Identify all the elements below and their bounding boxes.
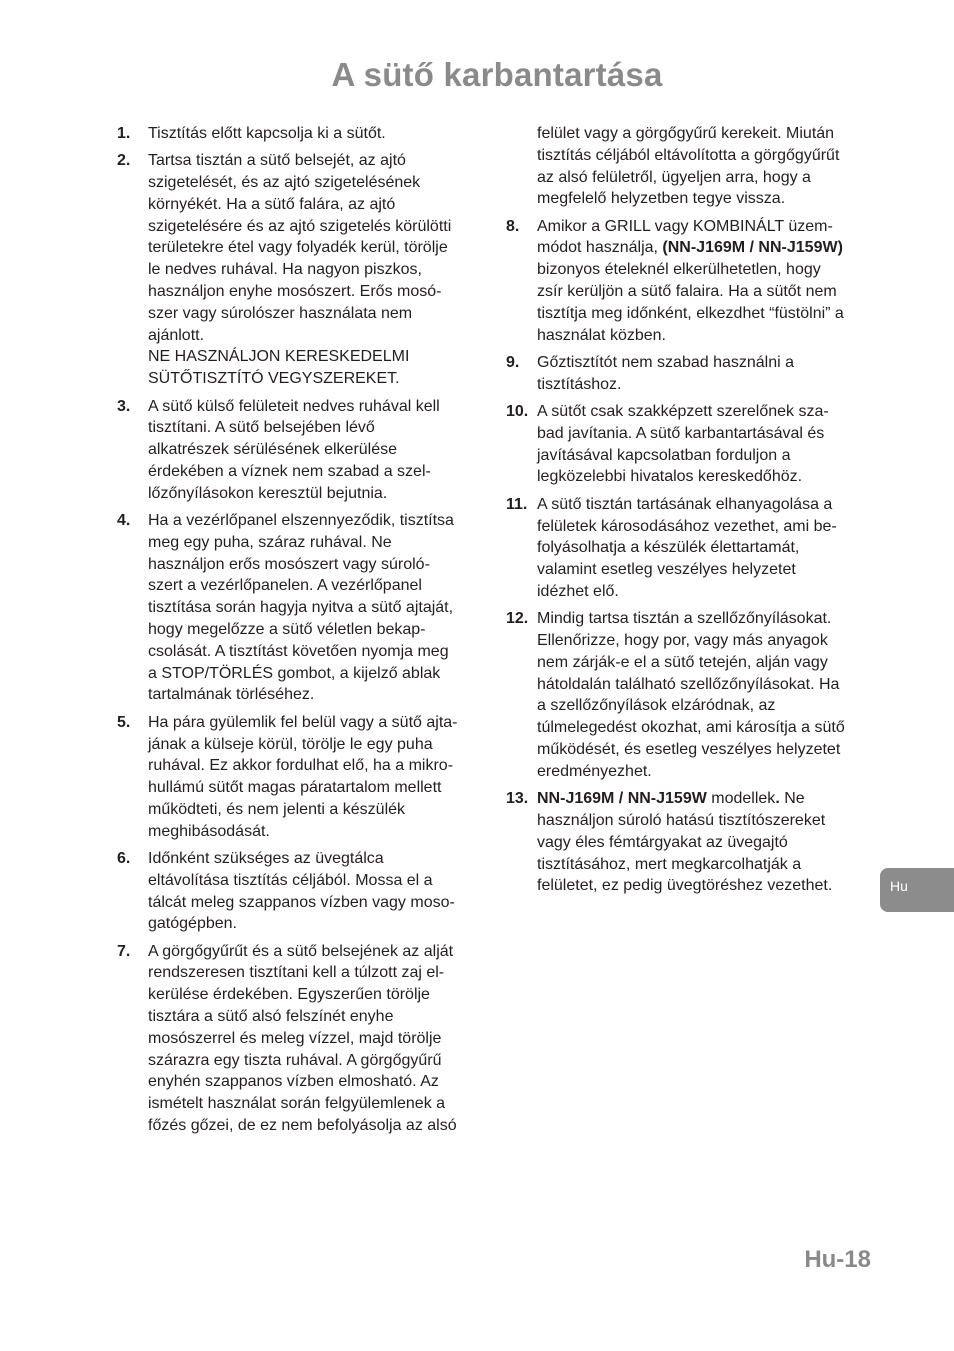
item-text-line: meg egy puha, száraz ruhával. Ne (148, 533, 392, 551)
text-run: legközelebbi hivatalos kereskedőhöz. (537, 468, 803, 486)
list-item (117, 123, 489, 145)
text-run: valamint esetleg veszélyes helyzetet (537, 561, 796, 579)
text-run: Mindig tartsa tisztán a szellőzőnyílásokat. (537, 610, 832, 628)
text-run: módot használja, (537, 239, 663, 257)
text-run: túlmelegedést okozhat, ami károsítja a sütő (537, 719, 845, 737)
text-run: A sütőt csak szakképzett szerelőnek sza- (537, 403, 829, 421)
item-number: 5. (117, 713, 131, 731)
item-text-line: meghibásodását. (148, 822, 270, 840)
text-run: javításával kapcsolatban forduljon a (537, 446, 791, 464)
item-text-line (537, 875, 876, 897)
item-text-line (537, 761, 876, 783)
item-text-line: Ha a vezérlőpanel elszennyeződik, tisztítsa (148, 512, 454, 530)
item-text-line (537, 630, 876, 652)
left-column (117, 123, 489, 1142)
item-text-line: felület vagy a görgőgyűrű kerekeit. Miután (537, 125, 835, 142)
page-title: A sütő karbantartása (331, 56, 663, 93)
item-text-line: érdekében a víznek nem szabad a szel- (148, 462, 431, 480)
item-text-line: szer vagy súrolószer használata nem (148, 304, 413, 322)
item-text-line: szert a vezérlőpanelen. A vezérlőpanel (148, 577, 422, 595)
item-text-line: az alsó felületről, ügyeljen arra, hogy a (537, 168, 811, 186)
item-text-line (537, 325, 876, 347)
item-text-line: tartalmának törléséhez. (148, 686, 315, 704)
item-text-line: működteti, és nem jelenti a készülék (148, 800, 406, 818)
item-text-line (537, 281, 876, 303)
item-text-line: szigetelését, és az ajtó szigetelésének (148, 174, 421, 192)
item-text-line: hogy megelőzze a sütő véletlen bekap- (148, 621, 426, 639)
item-text-line: hullámú sütőt magas páratartalom mellett (148, 779, 442, 797)
right-column (506, 123, 876, 903)
text-run: használat közben. (537, 326, 666, 344)
item-text-line: használjon enyhe mosószert. Erős mosó- (148, 283, 442, 301)
item-number: 8. (506, 217, 520, 235)
item-text-line: a STOP/TÖRLÉS gombot, a kijelző ablak (148, 664, 441, 682)
list-item (506, 494, 876, 603)
item-text-line: Ha pára gyülemlik fel belül vagy a sütő ajta- (148, 713, 458, 731)
item-text-line: kerülése érdekében. Egyszerűen törölje (148, 986, 430, 1004)
text-run: felületek károsodásához vezethet, ami be- (537, 517, 837, 535)
item-text-line: le nedves ruhával. Ha nagyon piszkos, (148, 261, 422, 279)
list-item (117, 848, 489, 935)
text-run: tisztításához, mert megkarcolhatják a (537, 855, 802, 873)
item-number: 2. (117, 152, 131, 170)
item-text-line (537, 810, 876, 832)
item-number: 6. (117, 850, 131, 867)
list-item (506, 788, 876, 897)
item-number: 12. (506, 610, 529, 628)
item-text-line (537, 423, 876, 445)
text-run: vagy éles fémtárgyakat az üvegajtó (537, 833, 788, 851)
item-text-line: Időnként szükséges az üvegtálca (148, 850, 384, 867)
item-text-line (537, 374, 876, 396)
text-run: hátoldalán található szellőzőnyílásokat. Ha (537, 675, 840, 693)
item-text-line: Tartsa tisztán a sütő belsejét, az ajtó (148, 152, 406, 170)
text-run: modellek (706, 790, 776, 808)
text-run: Ellenőrizze, hogy por, vagy más anyagok (537, 632, 828, 650)
item-text-line: ismételt használat során felgyülemlenek a (148, 1095, 446, 1113)
text-run: a szellőzőnyílások elzáródnak, az (537, 697, 776, 715)
text-run: folyásolhatja a készülék élettartamát, (537, 539, 800, 557)
item-number: 11. (506, 495, 528, 513)
item-text-line: SÜTŐTISZTÍTÓ VEGYSZEREKET. (148, 370, 400, 388)
item-text-line (537, 832, 876, 854)
item-text-line (537, 303, 876, 325)
item-text-line (537, 788, 876, 810)
item-number: 7. (117, 942, 131, 960)
item-text-line (537, 581, 876, 603)
item-text-line: főzés gőzei, de ez nem befolyásolja az alsó (148, 1117, 457, 1135)
item-text-line: mosószerrel és meleg vízzel, majd törölje (148, 1029, 442, 1047)
text-run: működését, és esetleg veszélyes helyzetet (537, 741, 841, 759)
item-text-line: tisztítás céljából eltávolította a görgőgyűrűt (537, 146, 840, 164)
item-text-line: NE HASZNÁLJON KERESKEDELMI (148, 348, 410, 366)
list-item-continuation (506, 123, 876, 210)
item-text-line (537, 717, 876, 739)
item-text-line: enyhén szappanos vízben elmosható. Az (148, 1073, 439, 1091)
list-item (506, 216, 876, 347)
bold-text: . (775, 790, 780, 808)
list-item (506, 608, 876, 782)
item-number: 4. (117, 512, 131, 530)
item-text-line (537, 216, 876, 238)
text-run: Ne (779, 790, 805, 808)
text-run: Amikor a GRILL vagy KOMBINÁLT üzem- (537, 217, 833, 235)
item-number: 13. (506, 790, 529, 808)
item-text-line (537, 237, 876, 259)
item-text-line (537, 674, 876, 696)
text-run: bad javítania. A sütő karbantartásával és (537, 424, 825, 442)
text-run: bizonyos ételeknél elkerülhetetlen, hogy (537, 261, 821, 279)
item-text-line: szárazra egy tiszta ruhával. A görgőgyűrű (148, 1051, 442, 1069)
text-run: használjon súroló hatású tisztítószereket (537, 811, 826, 829)
item-text-line: jának a külseje körül, törölje le egy puha (148, 735, 433, 753)
list-item (117, 510, 489, 706)
item-text-line (537, 494, 876, 516)
item-text-line (537, 516, 876, 538)
item-text-line: megfelelő helyzetben tegye vissza. (537, 190, 786, 208)
model-names: NN-J169M / NN-J159W (537, 790, 707, 808)
list-item (506, 401, 876, 488)
item-text-line (537, 466, 876, 488)
text-run: felületet, ez pedig üvegtöréshez vezethet. (537, 877, 833, 895)
item-text-line (537, 537, 876, 559)
item-number: 3. (117, 397, 131, 415)
item-text-line: tisztítása során hagyja nyitva a sütő ajtaját, (148, 599, 454, 617)
language-tab: Hu (880, 868, 954, 912)
text-run: Gőztisztítót nem szabad használni a (537, 353, 795, 371)
item-number: 9. (506, 353, 520, 371)
bold-text: (NN-J169M / NN-J159W) (662, 239, 843, 257)
item-text-line (537, 401, 876, 423)
item-text-line (537, 445, 876, 467)
item-text-line (537, 352, 876, 374)
item-text-line: ajánlott. (148, 326, 205, 344)
item-text-line: ruhával. Ez akkor fordulhat elő, ha a mikro- (148, 757, 454, 775)
list-item (506, 352, 876, 396)
item-number: 10. (506, 403, 529, 421)
list-item (117, 941, 489, 1137)
item-text-line: rendszeresen tisztítani kell a túlzott zaj el- (148, 964, 445, 982)
text-run: eredményezhet. (537, 762, 652, 780)
item-text-line: tálcát meleg szappanos vízben vagy moso- (148, 893, 455, 911)
item-text-line: alkatrészek sérülésének elkerülése (148, 441, 398, 459)
item-text-line: csolását. A tisztítást követően nyomja meg (148, 642, 449, 660)
item-text-line (537, 854, 876, 876)
text-run: tisztítja meg időnként, elkezdhet “füstölni” a (537, 304, 844, 322)
item-text-line: tisztítani. A sütő belsejében lévő (148, 419, 375, 437)
text-run: zsír kerüljön a sütő falaira. Ha a sütőt nem (537, 283, 837, 301)
item-text-line: szigetelésére és az ajtó szigetelés körülötti (148, 217, 452, 235)
item-number: 1. (117, 125, 131, 142)
item-text-line: használjon erős mosószert vagy súroló- (148, 555, 430, 573)
item-text-line (537, 695, 876, 717)
item-text-line: gatógépben. (148, 915, 237, 933)
text-run: nem zárják-e el a sütő tetején, alján vagy (537, 653, 828, 671)
item-text-line: Tisztítás előtt kapcsolja ki a sütőt. (148, 125, 386, 142)
item-text-line: A sütő külső felületeit nedves ruhával kell (148, 397, 440, 415)
text-run: tisztításhoz. (537, 375, 622, 393)
item-text-line (537, 608, 876, 630)
text-run: idézhet elő. (537, 582, 619, 600)
page-number: Hu-18 (804, 1246, 871, 1273)
item-text-line: lőzőnyílásokon keresztül bejutnia. (148, 484, 388, 502)
list-item (117, 712, 489, 843)
item-text-line (537, 652, 876, 674)
text-run: A sütő tisztán tartásának elhanyagolása a (537, 495, 833, 513)
item-text-line: területekre étel vagy folyadék kerül, törölje (148, 239, 448, 257)
list-item (117, 396, 489, 505)
list-item (117, 150, 489, 390)
item-text-line: eltávolítása tisztítás céljából. Mossa el a (148, 871, 433, 889)
item-text-line: A görgőgyűrűt és a sütő belsejének az alját (148, 942, 454, 960)
item-text-line (537, 259, 876, 281)
item-text-line (537, 739, 876, 761)
item-text-line: tisztára a sütő alsó felszínét enyhe (148, 1008, 394, 1026)
item-text-line (537, 559, 876, 581)
item-text-line: környékét. Ha a sütő falára, az ajtó (148, 195, 396, 213)
